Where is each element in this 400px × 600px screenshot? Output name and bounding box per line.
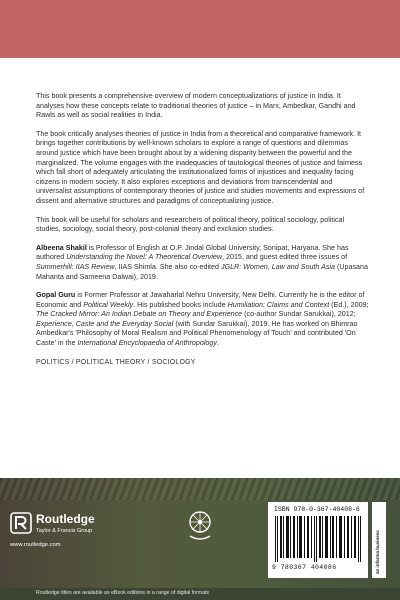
description-paragraph-1: This book presents a comprehensive overview of modern conceptualizations of justice in India. It analyses how these concepts relate to traditional theories of justice – in Marx, Ambedkar, Gandhi and Rawls as well as social realities in India. [36, 92, 356, 120]
author-bio-2: Gopal Guru is Former Professor at Jawaharlal Nehru University, New Delhi. Currently he is the editor of Economic and Political Weekly. His published books include Humiliation: Claims and Context (Ed.), 2009; The Cracked Mirror: An Indian Debate on Theory and Experience (co-author Sundar Sarukkai), 2012; Experience, Caste and the Everyday Social (with Sundar Sarukkai), 2019. He has worked on Bhimrao Ambedkar's 'Philosophy of Moral Realism and Political Phenomenology of Touch' and contributed 'On Caste' in the International Encyclopaedia of Anthropology. [36, 291, 369, 348]
routledge-r-icon [10, 512, 32, 534]
footer-strip [0, 588, 400, 600]
isbn-text: ISBN 978-0-367-40408-6 [274, 506, 360, 513]
publisher-group: Taylor & Francis Group [36, 528, 93, 534]
author-bios [36, 244, 370, 349]
wheel-emblem-icon [182, 508, 218, 544]
author-name: Albeena Shakil [36, 243, 87, 252]
footer-note: Routledge titles are available as eBook editions in a range of digital formats [36, 590, 210, 596]
author-name: Gopal Guru [36, 291, 76, 300]
barcode-number: 9 780367 404086 [272, 564, 337, 571]
back-cover-text [36, 92, 370, 367]
top-color-band [0, 0, 400, 58]
bottom-color-bar [0, 478, 400, 588]
description-paragraph-2: The book critically analyses theories of justice in India from a theoretical and comparative framework. It brings together contributions by well-known scholars to explore a range of questions and dilemmas around justice which have been brought about by a widening disparity between the powerful and the marginalized. The volume engages with the inadequacies of tautological theories of justice and fairness which fall short of adequately articulating the institutionalized forms of injustices and inequality facing citizens in modern society. It also explores exceptions and deviations from transcendental and universalist assumptions of contemporary theories of justice and studies movements and expressions of dissent and alternative structures and paradigms of conceptualizing justice. [36, 129, 365, 205]
informa-tag [372, 502, 386, 578]
publisher-name: Routledge [36, 512, 95, 526]
barcode-icon [274, 516, 362, 562]
informa-tag-text: an informa business [375, 530, 380, 574]
publisher-url: www.routledge.com [10, 542, 61, 548]
author-bio-1: Albeena Shakil is Professor of English at O.P. Jindal Global University, Sonipat, Haryana. She has authored Understanding the Novel: A Theoretical Overview, 2015, and guest edited three issues of Summerhill: IIAS Review, IIAS Shimla. She also co-edited JGLR: Women, Law and South Asia (Upasana Mahanta and Sameena Dalwai), 2019. [36, 243, 368, 281]
barcode-panel [268, 502, 368, 578]
description-paragraph-3: This book will be useful for scholars and researchers of political theory, political sociology, political studies, sociology, social theory, post-colonial theory and exclusion studies. [36, 215, 345, 234]
subject-categories: POLITICS / POLITICAL THEORY / SOCIOLOGY [36, 358, 196, 366]
publisher-logo [10, 508, 120, 568]
decorative-stripes [0, 478, 400, 500]
